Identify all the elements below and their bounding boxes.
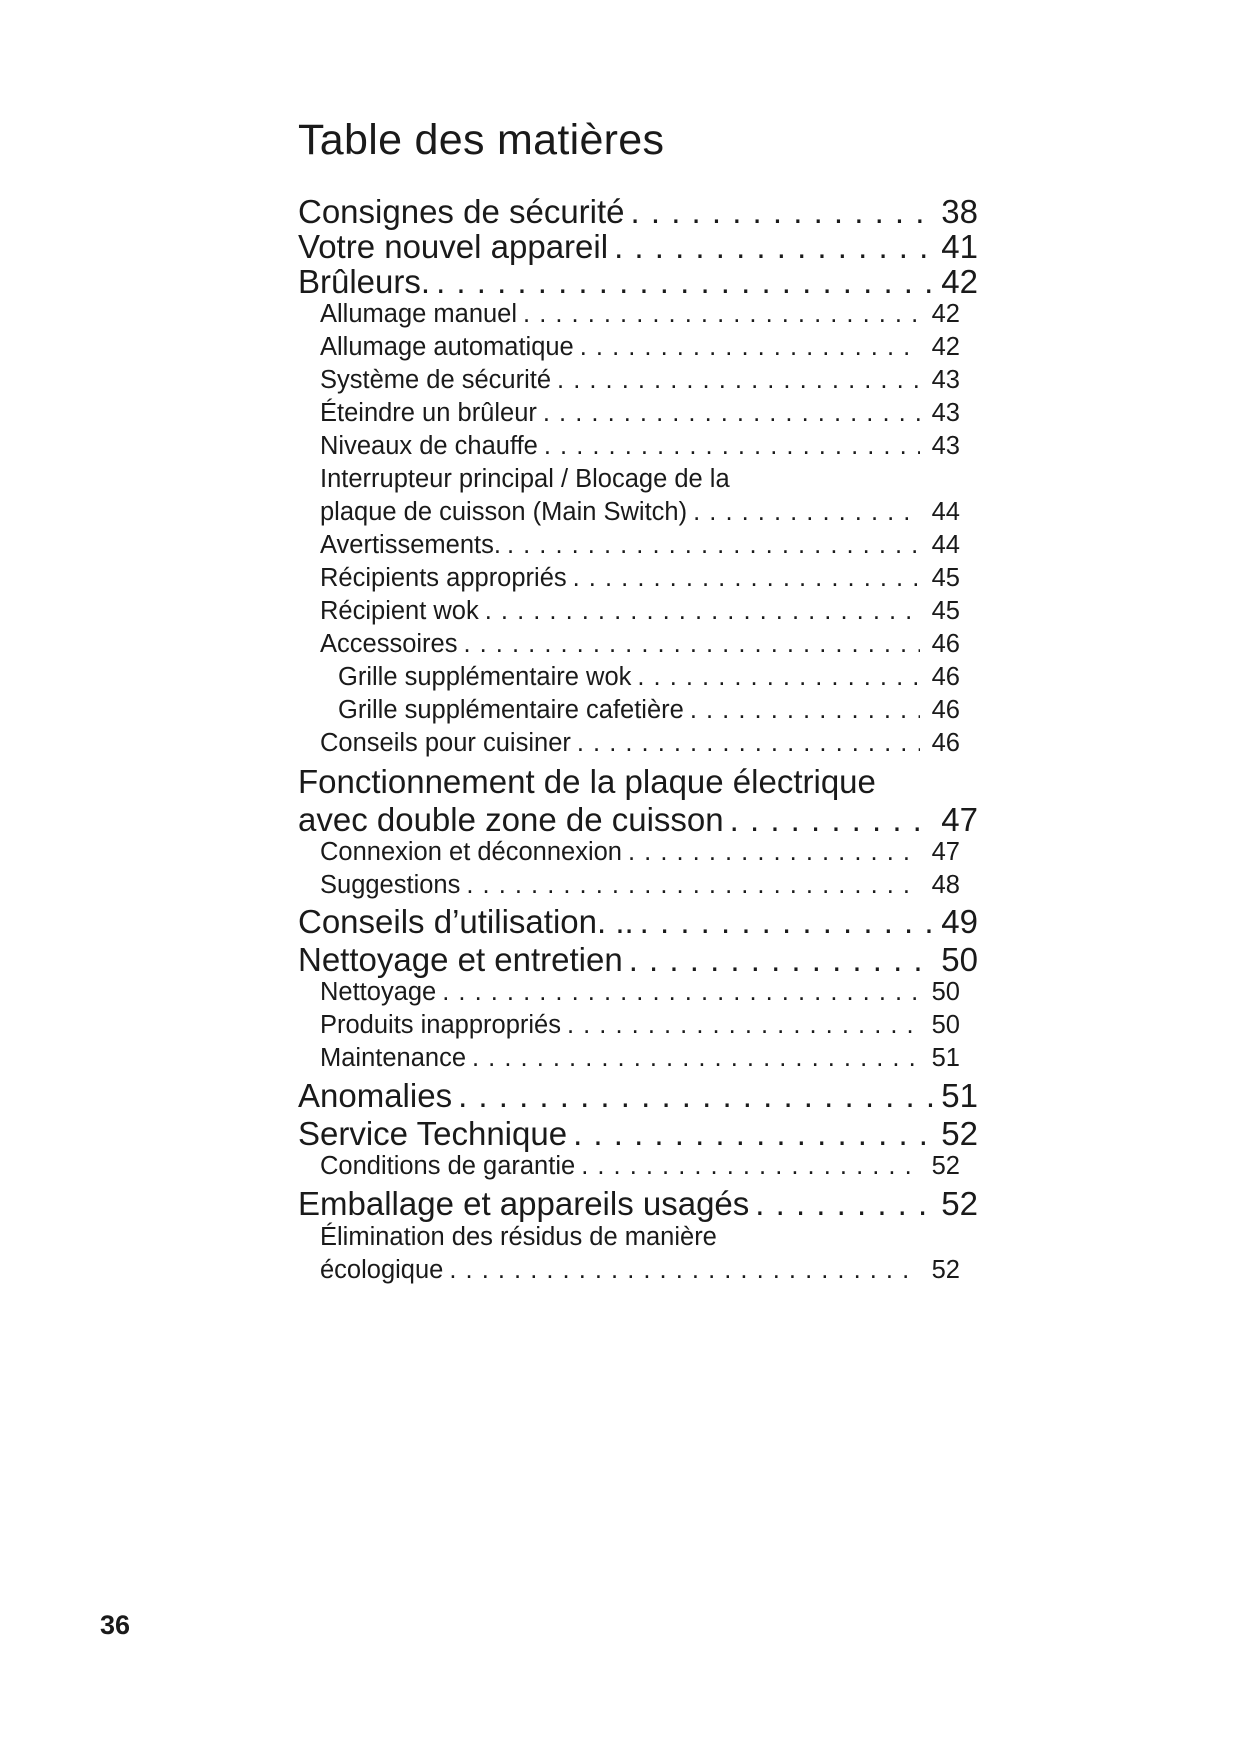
- toc-entry[interactable]: [320, 1042, 960, 1075]
- dot-leader: [544, 430, 920, 463]
- dot-leader: [507, 529, 920, 562]
- toc-entry-label: Connexion et déconnexion: [320, 838, 622, 866]
- toc-entry-page: 47: [931, 838, 960, 866]
- toc-entry-page: 42: [941, 263, 978, 300]
- toc-entry[interactable]: [298, 902, 978, 942]
- dot-leader: [449, 1254, 920, 1287]
- toc-entry-label: Récipient wok: [320, 597, 479, 625]
- toc-entry-label: avec double zone de cuisson: [298, 801, 724, 838]
- toc-entry-page: 45: [931, 597, 960, 625]
- dot-leader: [640, 902, 936, 942]
- toc-entry-label: Brûleurs.: [298, 263, 431, 300]
- toc-entry[interactable]: [320, 1009, 960, 1042]
- toc-entry-page: 46: [931, 663, 960, 691]
- toc-entry[interactable]: [320, 397, 960, 430]
- toc-entry-label: Produits inappropriés: [320, 1011, 561, 1039]
- toc-entry-label-line1: Élimination des résidus de manière: [320, 1223, 717, 1251]
- toc-entry[interactable]: [298, 1184, 978, 1224]
- dot-leader: [581, 1150, 920, 1183]
- toc-entry-label-line1: Interrupteur principal / Blocage de la: [320, 465, 730, 493]
- dot-leader: [485, 595, 920, 628]
- toc-entry[interactable]: [320, 430, 960, 463]
- toc-entry-label: Suggestions: [320, 871, 461, 899]
- toc-entry[interactable]: [298, 1076, 978, 1116]
- toc-entry-page: 45: [931, 564, 960, 592]
- toc-entry-label: écologique: [320, 1256, 444, 1284]
- toc-entry[interactable]: [298, 227, 978, 267]
- dot-leader: [466, 869, 920, 902]
- dot-leader: [614, 227, 935, 267]
- dot-leader: [442, 976, 920, 1009]
- toc-entry-label: Récipients appropriés: [320, 564, 567, 592]
- dot-leader: [580, 331, 920, 364]
- toc-entry[interactable]: [320, 869, 960, 902]
- toc-entry-label: plaque de cuisson (Main Switch): [320, 498, 688, 526]
- toc-entry-label: Votre nouvel appareil: [298, 228, 609, 265]
- toc-entry-page: 51: [941, 1077, 978, 1114]
- toc-entry[interactable]: [298, 1114, 978, 1154]
- toc-entry[interactable]: [298, 192, 978, 232]
- toc-entry-label: Service Technique: [298, 1115, 568, 1152]
- page-title: Table des matières: [298, 116, 665, 164]
- dot-leader: [755, 1184, 935, 1224]
- toc-entry-page: 42: [931, 300, 960, 328]
- toc-entry-page: 50: [931, 1011, 960, 1039]
- dot-leader: [567, 1009, 920, 1042]
- dot-leader: [436, 262, 935, 302]
- toc-entry-label: Grille supplémentaire cafetière: [338, 696, 684, 724]
- toc-entry-page: 52: [941, 1185, 978, 1222]
- toc-entry-page: 47: [941, 801, 978, 838]
- toc-entry[interactable]: [320, 331, 960, 364]
- toc-entry-label: Système de sécurité: [320, 366, 552, 394]
- toc-entry-label: Avertissements.: [320, 531, 501, 559]
- toc-entry[interactable]: [298, 262, 978, 302]
- toc-entry-label: Conseils pour cuisiner: [320, 729, 571, 757]
- toc-entry-page: 46: [931, 696, 960, 724]
- toc-entry-label: Anomalies: [298, 1077, 453, 1114]
- toc-entry-label: Grille supplémentaire wok: [338, 663, 632, 691]
- toc-entry-page: 51: [931, 1044, 960, 1072]
- toc-entry-page: 50: [941, 941, 978, 978]
- dot-leader: [573, 562, 920, 595]
- toc-entry[interactable]: [298, 940, 978, 980]
- toc-entry-page: 38: [941, 193, 978, 230]
- dot-leader: [631, 192, 936, 232]
- toc-entry[interactable]: [298, 800, 978, 840]
- toc-entry-page: 44: [931, 531, 960, 559]
- dot-leader: [628, 836, 920, 869]
- dot-leader: [573, 1114, 935, 1154]
- toc-entry-label-line1: Fonctionnement de la plaque électrique: [298, 763, 876, 800]
- toc-entry-page: 52: [931, 1152, 960, 1180]
- toc-entry-page: 44: [931, 498, 960, 526]
- toc-entry-page: 49: [941, 903, 978, 940]
- toc-entry-label: Niveaux de chauffe: [320, 432, 538, 460]
- toc-entry-page: 43: [931, 399, 960, 427]
- toc-entry[interactable]: [320, 727, 960, 760]
- dot-leader: [557, 364, 920, 397]
- toc-entry-page: 46: [931, 729, 960, 757]
- toc-entry[interactable]: [320, 1254, 960, 1287]
- toc-entry-label: Consignes de sécurité: [298, 193, 625, 230]
- dot-leader: [463, 628, 920, 661]
- toc-entry-label: Conditions de garantie: [320, 1152, 576, 1180]
- toc-entry-label: Accessoires: [320, 630, 458, 658]
- dot-leader: [693, 496, 920, 529]
- toc-entry-label: Conseils d’utilisation. ..: [298, 903, 634, 940]
- toc-entry[interactable]: [320, 1150, 960, 1183]
- toc-entry-label: Allumage manuel: [320, 300, 518, 328]
- toc-entry-page: 50: [931, 978, 960, 1006]
- toc-entry[interactable]: [320, 298, 960, 331]
- toc-entry[interactable]: [320, 496, 960, 529]
- toc-entry[interactable]: [320, 562, 960, 595]
- dot-leader: [690, 694, 920, 727]
- toc-entry-label: Emballage et appareils usagés: [298, 1185, 750, 1222]
- dot-leader: [543, 397, 920, 430]
- toc-entry[interactable]: [338, 661, 960, 694]
- dot-leader: [637, 661, 920, 694]
- toc-entry-label: Éteindre un brûleur: [320, 399, 537, 427]
- dot-leader: [730, 800, 936, 840]
- toc-entry-page: 52: [931, 1256, 960, 1284]
- dot-leader: [577, 727, 920, 760]
- dot-leader: [523, 298, 920, 331]
- toc-entry[interactable]: [320, 836, 960, 869]
- toc-entry-page: 42: [931, 333, 960, 361]
- toc-entry-label: Maintenance: [320, 1044, 467, 1072]
- toc-entry-label: Nettoyage: [320, 978, 437, 1006]
- toc-entry[interactable]: [320, 628, 960, 661]
- toc-entry-page: 52: [941, 1115, 978, 1152]
- toc-entry[interactable]: [320, 364, 960, 397]
- toc-entry-page: 41: [941, 228, 978, 265]
- dot-leader: [472, 1042, 920, 1075]
- toc-entry-page: 48: [931, 871, 960, 899]
- dot-leader: [458, 1076, 935, 1116]
- toc-entry-page: 43: [931, 432, 960, 460]
- toc-entry[interactable]: [320, 976, 960, 1009]
- toc-entry[interactable]: [320, 595, 960, 628]
- toc-entry-page: 46: [931, 630, 960, 658]
- toc-entry-label: Nettoyage et entretien: [298, 941, 623, 978]
- toc-entry[interactable]: [320, 529, 960, 562]
- toc-entry-page: 43: [931, 366, 960, 394]
- toc-entry[interactable]: [338, 694, 960, 727]
- page-number: 36: [100, 1610, 131, 1640]
- toc-entry-label: Allumage automatique: [320, 333, 574, 361]
- dot-leader: [629, 940, 936, 980]
